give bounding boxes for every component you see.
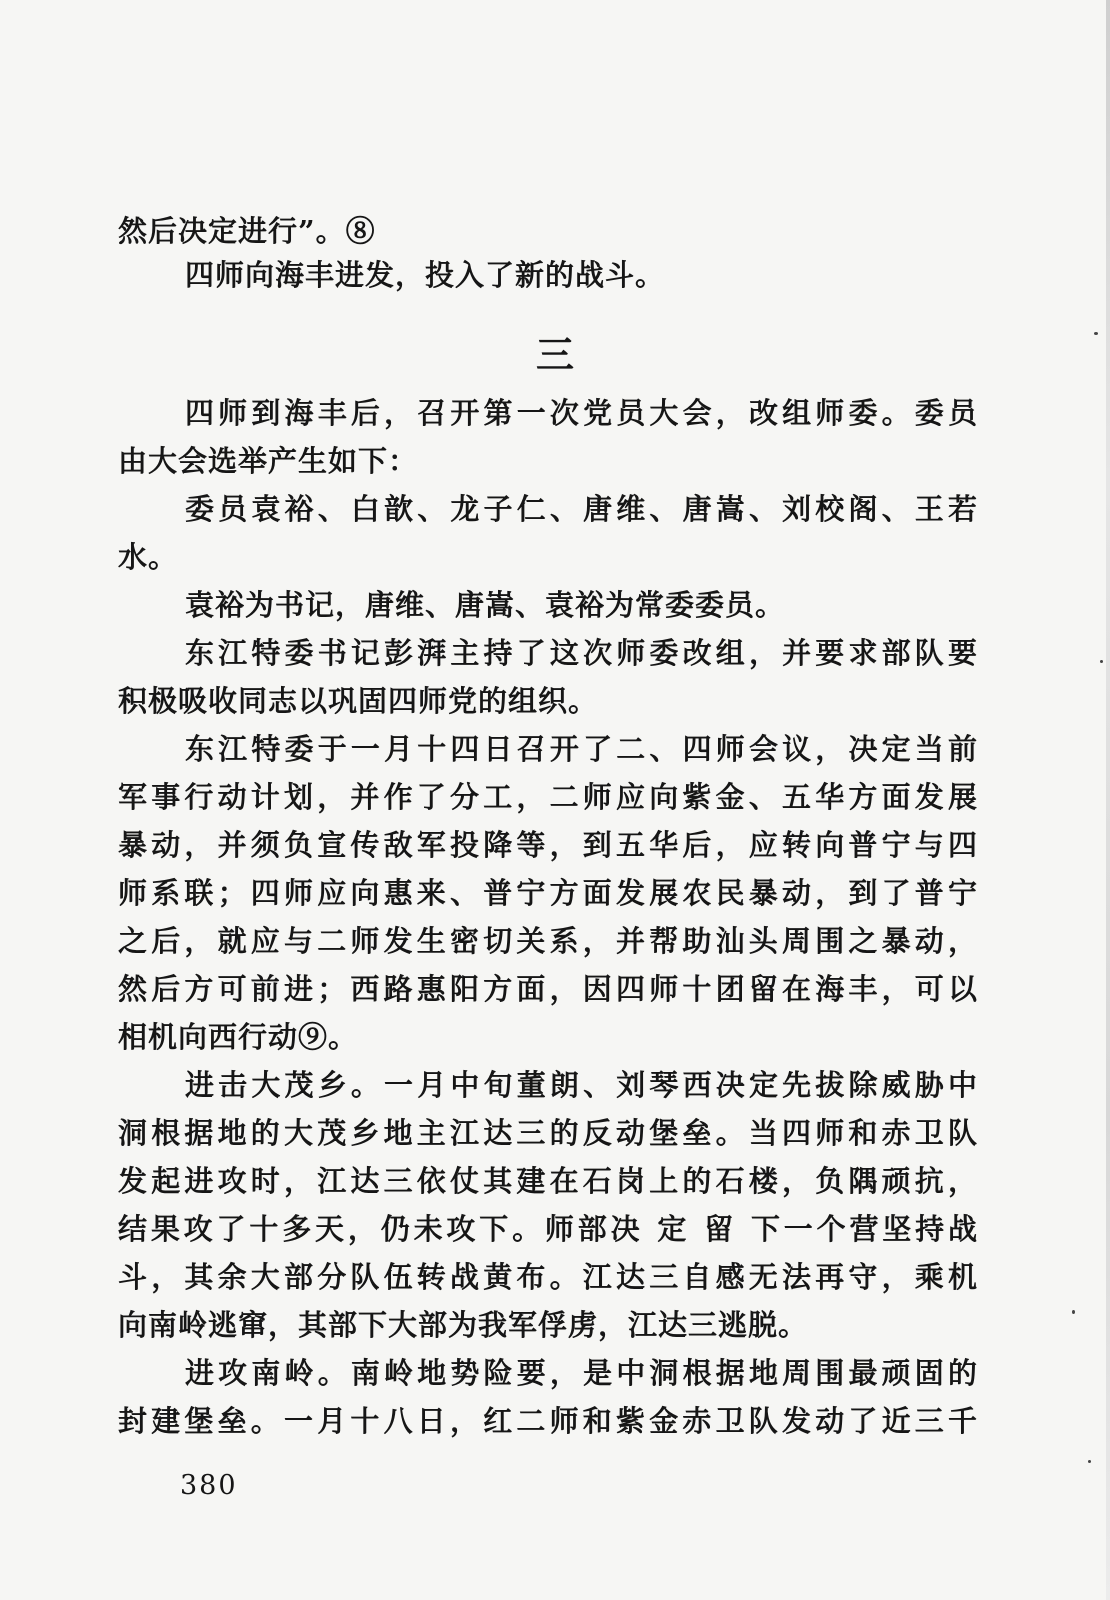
text-line: 结果攻了十多天，仍未攻下。师部决 定 留 下一个营坚持战 — [118, 1212, 978, 1246]
text-line: 东江特委书记彭湃主持了这次师委改组，并要求部队要 — [185, 636, 978, 670]
scan-speck — [1088, 1460, 1091, 1463]
text-line: 斗，其余大部分队伍转战黄布。江达三自感无法再守，乘机 — [118, 1260, 978, 1294]
text-line: 由大会选举产生如下： — [118, 444, 419, 478]
text-line: 发起进攻时，江达三依仗其建在石岗上的石楼，负隅顽抗， — [118, 1164, 978, 1198]
text-line: 师系联；四师应向惠来、普宁方面发展农民暴动，到了普宁 — [118, 876, 978, 910]
text-line: 之后，就应与二师发生密切关系，并帮助汕头周围之暴动， — [118, 924, 978, 958]
page-number: 380 — [180, 1470, 238, 1501]
text-line: 相机向西行动⑨。 — [118, 1020, 359, 1054]
text-line: 然后方可前进；西路惠阳方面，因四师十团留在海丰，可以 — [118, 972, 978, 1006]
text-line: 袁裕为书记，唐维、唐嵩、袁裕为常委委员。 — [185, 588, 786, 622]
text-line: 东江特委于一月十四日召开了二、四师会议，决定当前 — [185, 732, 978, 766]
text-line: 委员袁裕、白歆、龙子仁、唐维、唐嵩、刘校阁、王若 — [185, 492, 978, 526]
page-edge-shadow — [1106, 0, 1110, 1600]
text-line: 封建堡垒。一月十八日，红二师和紫金赤卫队发动了近三千 — [118, 1404, 978, 1438]
text-line: 进攻南岭。南岭地势险要，是中洞根据地周围最顽固的 — [185, 1356, 978, 1390]
section-heading: 三 — [535, 332, 574, 377]
text-line: 军事行动计划，并作了分工，二师应向紫金、五华方面发展 — [118, 780, 978, 814]
text-line: 四师向海丰进发，投入了新的战斗。 — [185, 258, 666, 292]
scan-speck — [1072, 1310, 1075, 1314]
text-line: 四师到海丰后，召开第一次党员大会，改组师委。委员 — [185, 396, 978, 430]
text-line: 积极吸收同志以巩固四师党的组织。 — [118, 684, 599, 718]
text-line: 向南岭逃窜，其部下大部为我军俘虏，江达三逃脱。 — [118, 1308, 809, 1342]
scan-speck — [1100, 660, 1103, 663]
text-line: 水。 — [118, 540, 179, 574]
text-line: 洞根据地的大茂乡地主江达三的反动堡垒。当四师和赤卫队 — [118, 1116, 978, 1150]
text-line: 进击大茂乡。一月中旬董朗、刘琴西决定先拔除威胁中 — [185, 1068, 978, 1102]
text-line: 然后决定进行”。⑧ — [118, 214, 376, 248]
text-line: 暴动，并须负宣传敌军投降等，到五华后，应转向普宁与四 — [118, 828, 978, 862]
scan-speck — [1094, 332, 1098, 335]
